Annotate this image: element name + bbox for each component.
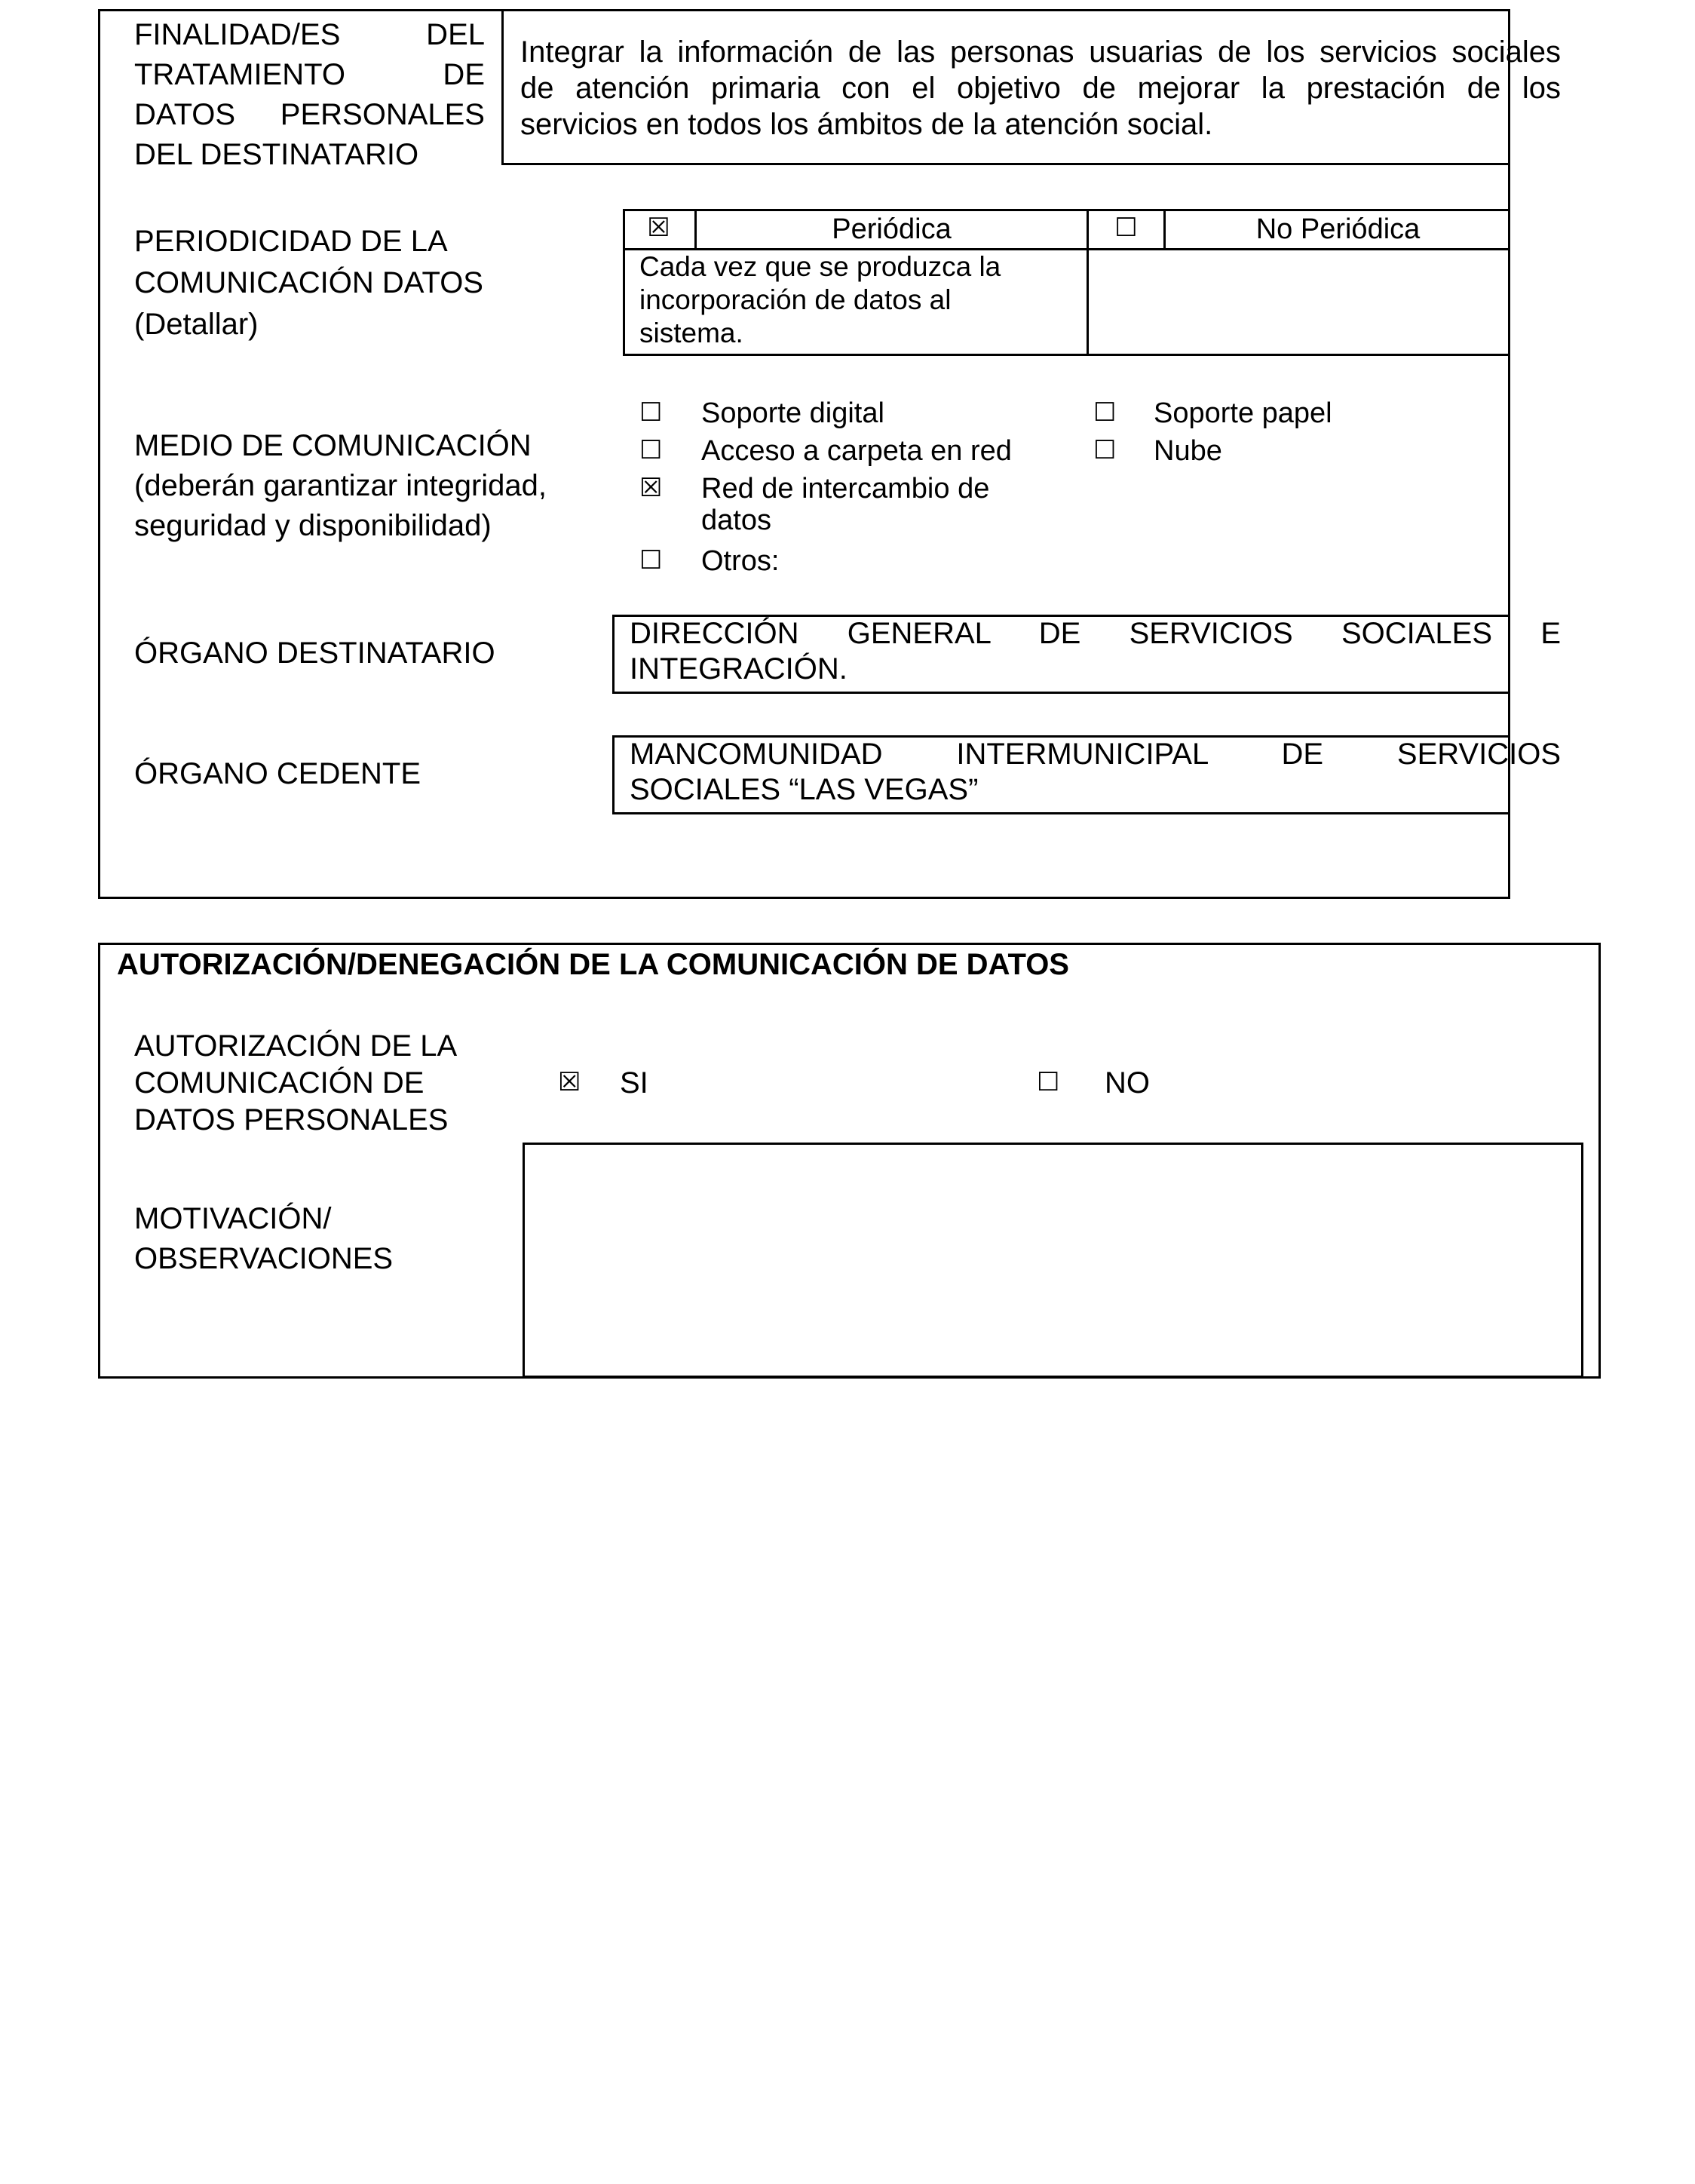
motivacion-observaciones-field[interactable] xyxy=(523,1143,1583,1378)
acceso-carpeta-label: Acceso a carpeta en red xyxy=(701,435,1012,467)
otros-label: Otros: xyxy=(701,545,780,577)
soporte-digital-checkbox[interactable]: ☐ xyxy=(639,397,663,428)
medio-option-acceso-carpeta[interactable] xyxy=(639,434,1062,471)
si-checkbox[interactable]: ☒ xyxy=(558,1067,581,1097)
medio-options-right xyxy=(1093,396,1470,471)
medio-option-soporte-digital[interactable] xyxy=(639,396,1062,434)
motivacion-label: MOTIVACIÓN/ OBSERVACIONES xyxy=(134,1202,394,1275)
no-periodica-label: No Periódica xyxy=(1255,213,1421,245)
medio-option-red-intercambio[interactable] xyxy=(639,471,1062,505)
red-intercambio-label-cont: datos xyxy=(701,505,771,536)
otros-checkbox[interactable]: ☐ xyxy=(639,545,663,575)
si-label: SI xyxy=(620,1066,648,1100)
organo-destinatario-label: ÓRGANO DESTINATARIO xyxy=(134,636,495,670)
finalidad-text: Integrar la información de las personas usuarias de los servicios sociales de atención primaria con el objetivo de mejorar la prestación de los servicios en todos los ámbitos de la atención social. xyxy=(520,35,1561,141)
acceso-carpeta-checkbox[interactable]: ☐ xyxy=(639,435,663,465)
organo-cedente-label: ÓRGANO CEDENTE xyxy=(134,757,421,790)
medio-option-soporte-papel[interactable] xyxy=(1093,396,1470,434)
no-periodica-checkbox[interactable]: ☐ xyxy=(1114,213,1138,243)
medio-options-left xyxy=(639,396,1062,581)
periodicidad-label: PERIODICIDAD DE LA COMUNICACIÓN DATOS (Detallar) xyxy=(134,225,483,341)
organo-destinatario-value: DIRECCIÓN GENERAL DE SERVICIOS SOCIALES E INTEGRACIÓN. xyxy=(630,617,1561,686)
medio-option-red-intercambio-cont xyxy=(639,505,1062,544)
red-intercambio-checkbox[interactable]: ☒ xyxy=(639,473,663,503)
autorizacion-label: AUTORIZACIÓN DE LA COMUNICACIÓN DE DATOS PERSONALES xyxy=(134,1029,458,1136)
finalidad-label: FINALIDAD/ES DEL TRATAMIENTO DE DATOS PERSONALES DEL DESTINATARIO xyxy=(134,18,485,171)
authorization-title: AUTORIZACIÓN/DENEGACIÓN DE LA COMUNICACIÓN DE DATOS xyxy=(117,948,1069,981)
no-label: NO xyxy=(1105,1066,1150,1100)
red-intercambio-label: Red de intercambio de xyxy=(701,473,990,505)
soporte-papel-label: Soporte papel xyxy=(1154,397,1332,429)
periodica-label: Periódica xyxy=(832,213,952,245)
periodica-checkbox[interactable]: ☒ xyxy=(647,213,670,243)
nube-label: Nube xyxy=(1154,435,1222,467)
soporte-papel-checkbox[interactable]: ☐ xyxy=(1093,397,1117,428)
medio-option-otros[interactable] xyxy=(639,544,1062,581)
periodica-detail: Cada vez que se produzca la incorporación de datos al sistema. xyxy=(639,251,1001,348)
medio-label: MEDIO DE COMUNICACIÓN (deberán garantizar integridad, seguridad y disponibilidad) xyxy=(134,429,547,542)
medio-option-nube[interactable] xyxy=(1093,434,1470,471)
nube-checkbox[interactable]: ☐ xyxy=(1093,435,1117,465)
no-checkbox[interactable]: ☐ xyxy=(1037,1067,1060,1097)
soporte-digital-label: Soporte digital xyxy=(701,397,884,429)
organo-cedente-value: MANCOMUNIDAD INTERMUNICIPAL DE SERVICIOS SOCIALES “LAS VEGAS” xyxy=(630,738,1561,806)
